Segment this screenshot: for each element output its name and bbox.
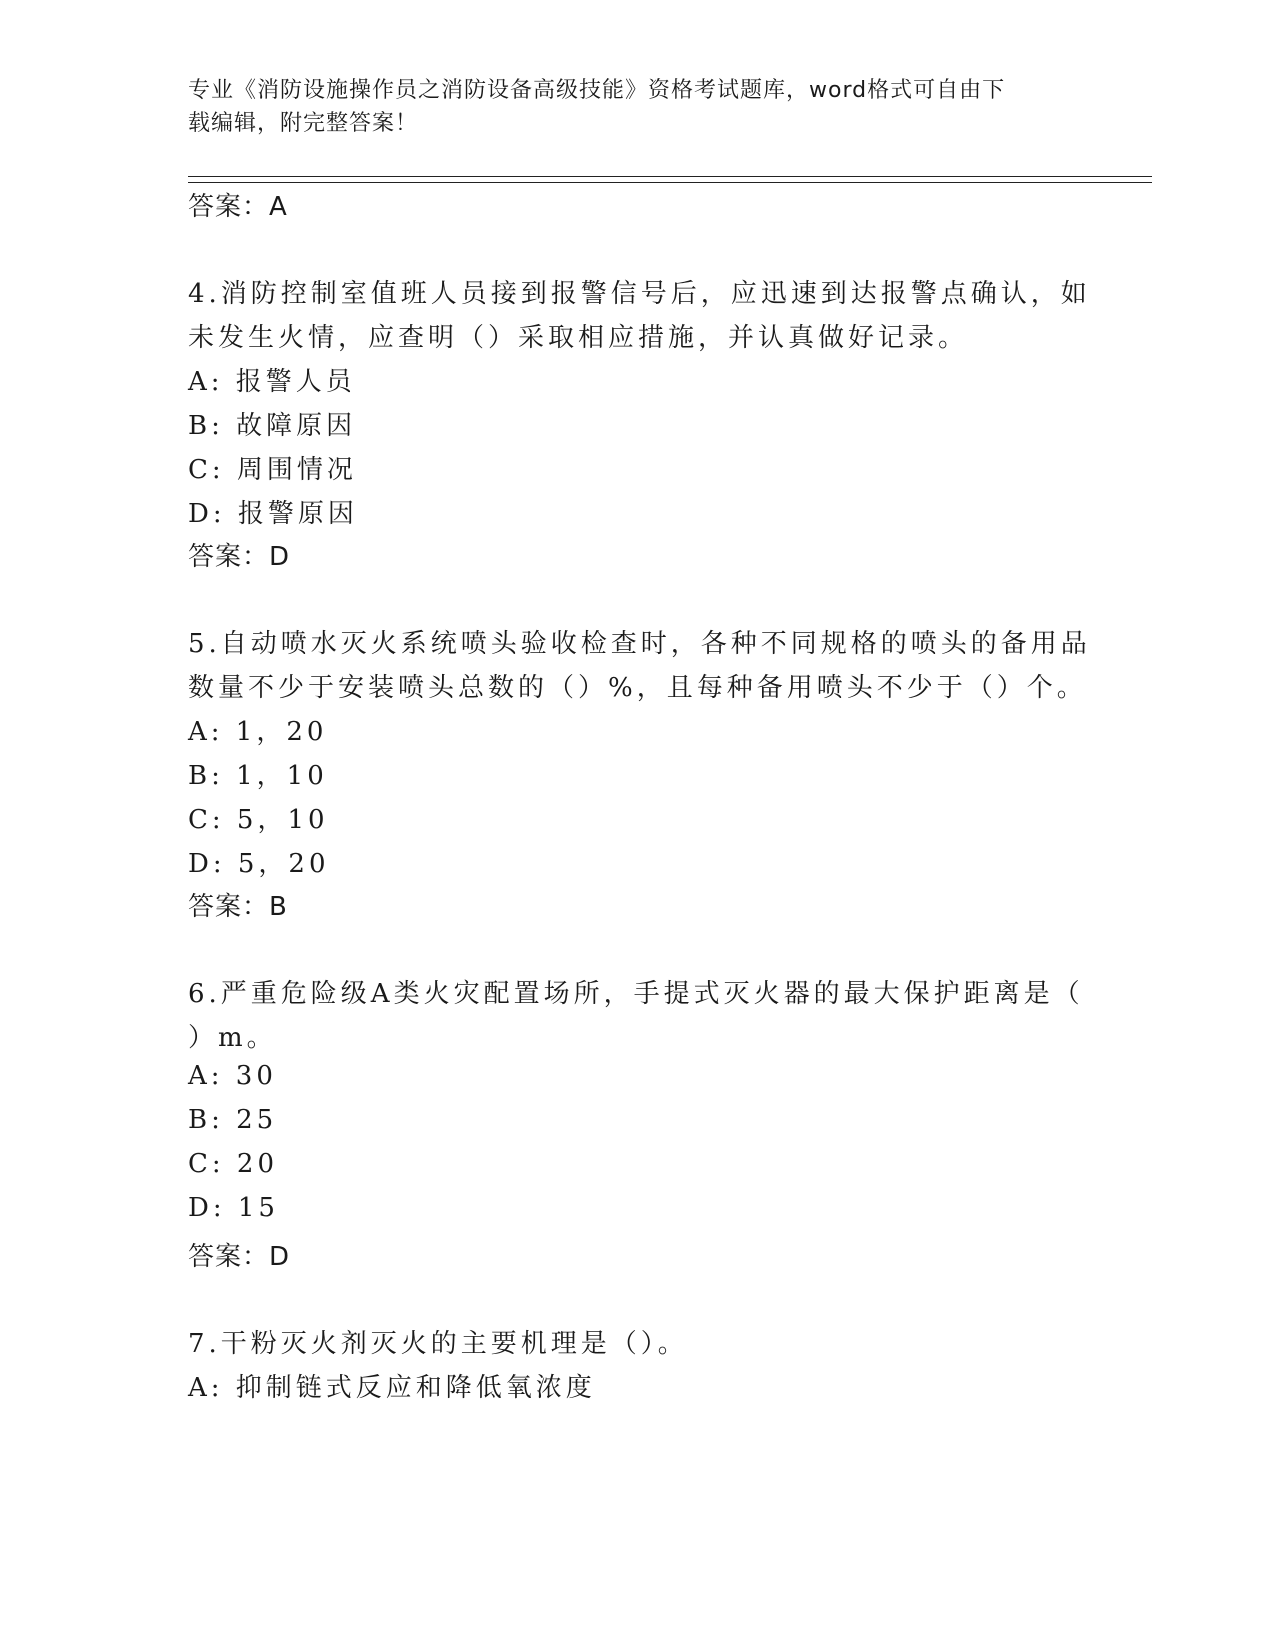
q6-option-d: D: 15 [188,1193,279,1223]
header-line-1: 专业《消防设施操作员之消防设备高级技能》资格考试题库，word格式可自由下 [188,78,1006,103]
q4-text-line-2: 未发生火情，应查明（）采取相应措施，并认真做好记录。 [188,323,969,353]
q6-text-line-2: ）m。 [188,1023,277,1053]
q5-text-line-1: 5.自动喷水灭火系统喷头验收检查时，各种不同规格的喷头的备用品 [188,629,1091,659]
q6-option-b: B: 25 [188,1105,278,1135]
q4-option-b: B: 故障原因 [188,411,357,441]
header-line-2: 载编辑，附完整答案！ [188,111,419,136]
q4-text-line-1: 4.消防控制室值班人员接到报警信号后，应迅速到达报警点确认，如 [188,279,1091,309]
q5-option-b: B: 1，10 [188,761,328,791]
q4-option-a: A: 报警人员 [188,367,356,397]
q7-option-a: A: 抑制链式反应和降低氧浓度 [188,1373,596,1403]
q6-option-c: C: 20 [188,1149,279,1179]
q5-answer: 答案：B [188,892,288,922]
prev-answer: 答案：A [188,192,288,222]
q6-option-a: A: 30 [188,1061,277,1091]
q6-text-line-1: 6.严重危险级A类火灾配置场所，手提式灭火器的最大保护距离是（ [188,979,1084,1009]
q4-option-d: D: 报警原因 [188,499,358,529]
header-rule-top [188,176,1152,177]
q7-text-line-1: 7.干粉灭火剂灭火的主要机理是（）。 [188,1329,688,1359]
q5-option-a: A: 1，20 [188,717,328,747]
q5-option-d: D: 5，20 [188,849,330,879]
q6-answer: 答案：D [188,1242,291,1272]
document-header [188,74,1068,140]
q4-answer: 答案：D [188,542,291,572]
q5-text-line-2: 数量不少于安装喷头总数的（）%，且每种备用喷头不少于（）个。 [188,673,1087,703]
q4-option-c: C: 周围情况 [188,455,357,485]
header-rule-bottom [188,182,1152,183]
q5-option-c: C: 5，10 [188,805,329,835]
